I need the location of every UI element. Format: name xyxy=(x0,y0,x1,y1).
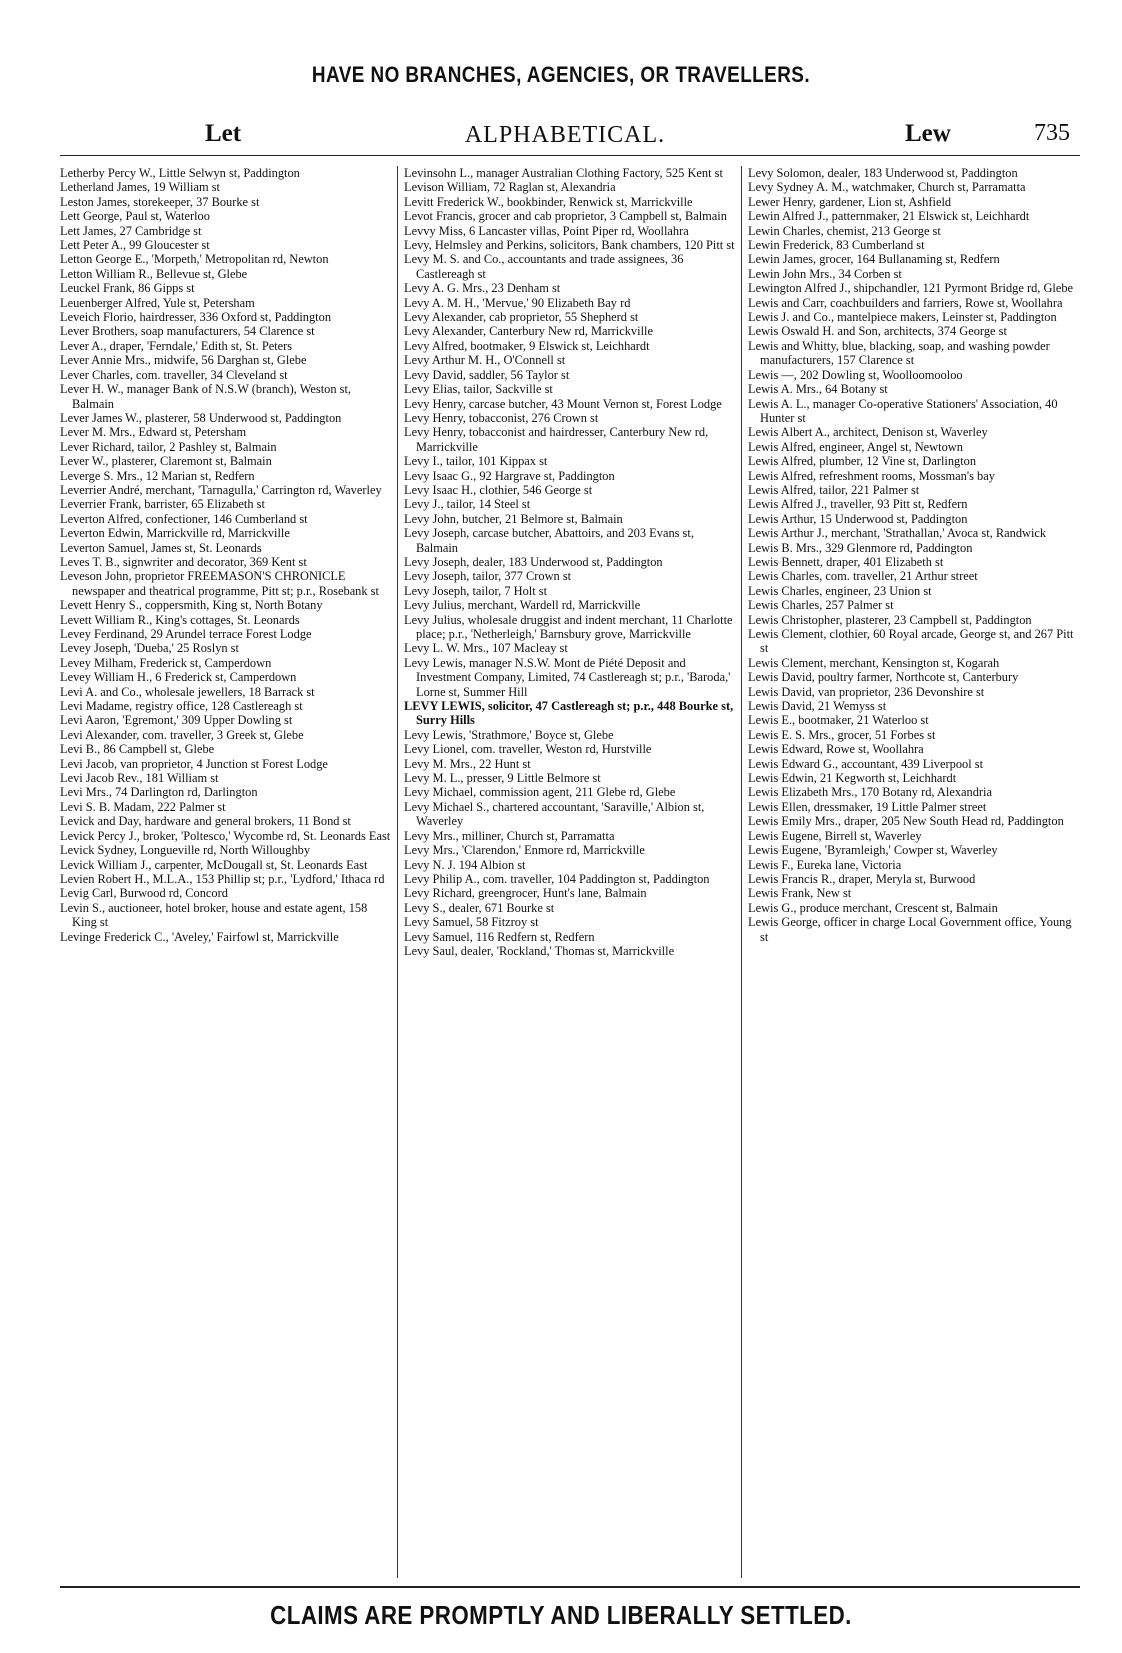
directory-entry: Lewin James, grocer, 164 Bullanaming st, Redfern xyxy=(748,252,1000,267)
directory-entry: Levy Isaac G., 92 Hargrave st, Paddington xyxy=(404,468,615,483)
directory-entry: Lewis G., produce merchant, Crescent st, Balmain xyxy=(748,900,998,915)
directory-entry: Leverton Alfred, confectioner, 146 Cumberland st xyxy=(60,511,308,526)
directory-entry: Leves T. B., signwriter and decorator, 369 Kent st xyxy=(60,554,307,569)
directory-entry: Levy Michael S., chartered accountant, 'Saraville,' Albion st, Waverley xyxy=(404,799,705,829)
directory-entry: Lewis Emily Mrs., draper, 205 New South Head rd, Paddington xyxy=(748,814,1064,829)
directory-entry: Lewis David, 21 Wemyss st xyxy=(748,699,887,714)
directory-entry: Levy A. M. H., 'Mervue,' 90 Elizabeth Bay rd xyxy=(404,295,631,310)
directory-entry: Lewis Arthur, 15 Underwood st, Paddington xyxy=(748,511,968,526)
directory-entry: Levi Jacob Rev., 181 William st xyxy=(60,771,219,786)
directory-entry: Lewis Alfred J., traveller, 93 Pitt st, Redfern xyxy=(748,497,968,512)
directory-entry: Levy, Helmsley and Perkins, solicitors, Bank chambers, 120 Pitt st xyxy=(404,238,735,253)
directory-entry: Levy A. G. Mrs., 23 Denham st xyxy=(404,281,561,296)
directory-entry: Levi Aaron, 'Egremont,' 309 Upper Dowling st xyxy=(60,713,293,728)
directory-entry: Levy Samuel, 58 Fitzroy st xyxy=(404,915,539,930)
directory-columns xyxy=(60,166,1082,1578)
directory-entry: Leuenberger Alfred, Yule st, Petersham xyxy=(60,295,255,310)
directory-entry: Lewis Alfred, engineer, Angel st, Newtown xyxy=(748,439,963,454)
directory-entry: Lever H. W., manager Bank of N.S.W (branch), Weston st, Balmain xyxy=(60,382,352,411)
directory-entry: Levi Jacob, van proprietor, 4 Junction st Forest Lodge xyxy=(60,756,328,771)
directory-entry: Levinsohn L., manager Australian Clothing Factory, 525 Kent st xyxy=(404,166,723,180)
directory-entry: Letton William R., Bellevue st, Glebe xyxy=(60,266,248,281)
directory-entry: Lett James, 27 Cambridge st xyxy=(60,223,202,238)
directory-entry: Levy Richard, greengrocer, Hunt's lane, Balmain xyxy=(404,886,647,901)
directory-entry: Lewis Elizabeth Mrs., 170 Botany rd, Alexandria xyxy=(748,785,992,800)
directory-entry: Lewis George, officer in charge Local Government office, Young st xyxy=(748,915,1072,944)
directory-entry: Lever A., draper, 'Ferndale,' Edith st, St. Peters xyxy=(60,338,293,353)
directory-entry: Levy Arthur M. H., O'Connell st xyxy=(404,353,566,368)
directory-entry: Lever W., plasterer, Claremont st, Balmain xyxy=(60,454,272,469)
directory-entry: Levig Carl, Burwood rd, Concord xyxy=(60,886,228,901)
directory-entry: Leuckel Frank, 86 Gipps st xyxy=(60,281,195,296)
directory-entry: Levy Mrs., 'Clarendon,' Enmore rd, Marrickville xyxy=(404,843,645,858)
directory-entry: Lewis A. L., manager Co-operative Stationers' Association, 40 Hunter st xyxy=(748,396,1058,425)
column-2 xyxy=(404,166,736,1578)
directory-entry: Lewer Henry, gardener, Lion st, Ashfield xyxy=(748,194,952,209)
directory-entry: Levy Julius, merchant, Wardell rd, Marrickville xyxy=(404,598,641,613)
directory-entry: Levy Elias, tailor, Sackville st xyxy=(404,382,553,397)
directory-entry: Leverton Edwin, Marrickville rd, Marrickville xyxy=(60,526,290,541)
directory-entry: Leverge S. Mrs., 12 Marian st, Redfern xyxy=(60,468,255,483)
directory-entry: Levick Sydney, Longueville rd, North Willoughby xyxy=(60,843,311,858)
directory-entry: Levy Henry, tobacconist and hairdresser, Canterbury New rd, Marrickville xyxy=(404,425,709,454)
directory-entry: Levot Francis, grocer and cab proprietor, 3 Campbell st, Balmain xyxy=(404,209,727,224)
directory-entry: Lever M. Mrs., Edward st, Petersham xyxy=(60,425,247,440)
directory-entry: Lewis Edwin, 21 Kegworth st, Leichhardt xyxy=(748,771,957,786)
directory-entry: Leveson John, proprietor FREEMASON'S CHRONICLE newspaper and theatrical programme, Pitt st; p.r., Rosebank st xyxy=(60,569,379,598)
directory-entry: Levy L. W. Mrs., 107 Macleay st xyxy=(404,641,568,656)
directory-entry: Levien Robert H., M.L.A., 153 Phillip st; p.r., 'Lydford,' Ithaca rd xyxy=(60,871,385,886)
directory-entry: Levin S., auctioneer, hotel broker, house and estate agent, 158 King st xyxy=(60,900,368,930)
directory-entry: Lewis Bennett, draper, 401 Elizabeth st xyxy=(748,554,944,569)
directory-entry: Letton George E., 'Morpeth,' Metropolitan rd, Newton xyxy=(60,252,329,267)
directory-entry: Levi Mrs., 74 Darlington rd, Darlington xyxy=(60,785,258,800)
directory-entry: Letherby Percy W., Little Selwyn st, Paddington xyxy=(60,166,300,180)
bottom-banner: CLAIMS ARE PROMPTLY AND LIBERALLY SETTLED. xyxy=(270,1600,852,1630)
directory-entry: Lewis Edward, Rowe st, Woollahra xyxy=(748,742,924,757)
directory-entry: Levey Ferdinand, 29 Arundel terrace Forest Lodge xyxy=(60,627,312,641)
directory-entry: Lever Richard, tailor, 2 Pashley st, Balmain xyxy=(60,439,277,454)
directory-entry: Lewis F., Eureka lane, Victoria xyxy=(748,857,902,872)
directory-entry: Levy Saul, dealer, 'Rockland,' Thomas st, Marrickville xyxy=(404,943,675,958)
directory-entry: Lewis Arthur J., merchant, 'Strathallan,' Avoca st, Randwick xyxy=(748,526,1047,541)
directory-entry: Levick William J., carpenter, McDougall st, St. Leonards East xyxy=(60,857,368,872)
directory-entry: Lett George, Paul st, Waterloo xyxy=(60,209,210,224)
column-3 xyxy=(748,166,1080,1578)
left-guide-word: Let xyxy=(205,120,242,147)
directory-entry: Levi Alexander, com. traveller, 3 Greek st, Glebe xyxy=(60,727,304,742)
directory-entry: Levy John, butcher, 21 Belmore st, Balmain xyxy=(404,511,623,526)
directory-entry: Lewis and Whitty, blue, blacking, soap, and washing powder manufacturers, 157 Clarence st xyxy=(748,338,1050,368)
directory-entry: Lewis Eugene, 'Byramleigh,' Cowper st, Waverley xyxy=(748,843,998,858)
directory-entry: Leverton Samuel, James st, St. Leonards xyxy=(60,540,262,555)
directory-entry: Levy Lewis, manager N.S.W. Mont de Piété Deposit and Investment Company, Limited, 74 Castlereagh st; p.r., 'Baroda,' Lorne st, Summer Hill xyxy=(404,655,731,699)
directory-entry: Levey William H., 6 Frederick st, Camperdown xyxy=(60,670,297,685)
directory-entry: Lever Annie Mrs., midwife, 56 Darghan st, Glebe xyxy=(60,353,307,368)
directory-entry: Levitt Frederick W., bookbinder, Renwick st, Marrickville xyxy=(404,194,693,209)
directory-entry: Levy M. S. and Co., accountants and trade assignees, 36 Castlereagh st xyxy=(404,252,684,281)
directory-entry: Levy Henry, carcase butcher, 43 Mount Vernon st, Forest Lodge xyxy=(404,396,722,411)
directory-entry: Lewis Frank, New st xyxy=(748,886,852,901)
directory-entry: Levy Alexander, Canterbury New rd, Marrickville xyxy=(404,324,653,339)
directory-entry: Levick and Day, hardware and general brokers, 11 Bond st xyxy=(60,814,351,829)
directory-entry: Levy S., dealer, 671 Bourke st xyxy=(404,900,555,915)
directory-entry: Levy Alfred, bootmaker, 9 Elswick st, Leichhardt xyxy=(404,338,650,353)
directory-entry: Lewis David, van proprietor, 236 Devonshire st xyxy=(748,684,985,699)
directory-entry: Levett William R., King's cottages, St. Leonards xyxy=(60,612,300,627)
page-number: 735 xyxy=(1034,120,1070,146)
directory-entry: Levy Joseph, carcase butcher, Abattoirs, and 203 Evans st, Balmain xyxy=(404,526,694,555)
directory-entry: Lever James W., plasterer, 58 Underwood st, Paddington xyxy=(60,410,342,425)
directory-entry: Lewis Christopher, plasterer, 23 Campbell st, Paddington xyxy=(748,612,1032,627)
directory-entry: Lewin John Mrs., 34 Corben st xyxy=(748,266,902,281)
directory-entry: Levey Milham, Frederick st, Camperdown xyxy=(60,655,272,670)
directory-entry: Levy N. J. 194 Albion st xyxy=(404,857,526,872)
directory-entry: Levi A. and Co., wholesale jewellers, 18 Barrack st xyxy=(60,684,315,699)
directory-entry: Levy Henry, tobacconist, 276 Crown st xyxy=(404,410,599,425)
directory-entry: Levett Henry S., coppersmith, King st, North Botany xyxy=(60,598,323,613)
directory-entry: Lewis J. and Co., mantelpiece makers, Leinster st, Paddington xyxy=(748,310,1057,325)
directory-entry: Levy Alexander, cab proprietor, 55 Shepherd st xyxy=(404,310,639,325)
directory-entry: Levy Lionel, com. traveller, Weston rd, Hurstville xyxy=(404,742,652,757)
directory-entry: Lewis Clement, clothier, 60 Royal arcade, George st, and 267 Pitt st xyxy=(748,627,1074,656)
directory-entry: Levy M. Mrs., 22 Hunt st xyxy=(404,756,531,771)
directory-entry: Lett Peter A., 99 Gloucester st xyxy=(60,238,210,253)
footer-rule xyxy=(60,1586,1080,1588)
directory-entry: Levy Joseph, tailor, 377 Crown st xyxy=(404,569,572,584)
directory-entry: Lewis E., bootmaker, 21 Waterloo st xyxy=(748,713,929,728)
directory-entry: Levick Percy J., broker, 'Poltesco,' Wycombe rd, St. Leonards East xyxy=(60,828,391,843)
directory-entry: Lewis Charles, 257 Palmer st xyxy=(748,598,894,613)
directory-entry: Lewis Alfred, tailor, 221 Palmer st xyxy=(748,482,920,497)
directory-entry: Lewis and Carr, coachbuilders and farriers, Rowe st, Woollahra xyxy=(748,295,1063,310)
directory-entry: Lewis Charles, com. traveller, 21 Arthur street xyxy=(748,569,978,584)
directory-entry: Levy Julius, wholesale druggist and indent merchant, 11 Charlotte place; p.r., 'Netherleigh,' Barnsbury grove, Marrickville xyxy=(404,612,733,641)
directory-entry: Levy Lewis, 'Strathmore,' Boyce st, Glebe xyxy=(404,727,614,742)
directory-entry: Levvy Miss, 6 Lancaster villas, Point Piper rd, Woollahra xyxy=(404,223,689,238)
section-title: ALPHABETICAL. xyxy=(464,122,666,148)
directory-entry: Levy Isaac H., clothier, 546 George st xyxy=(404,482,593,497)
directory-entry: Lewis E. S. Mrs., grocer, 51 Forbes st xyxy=(748,727,936,742)
directory-entry: Lewis Eugene, Birrell st, Waverley xyxy=(748,828,922,843)
directory-entry: Leverrier André, merchant, 'Tarnagulla,' Carrington rd, Waverley xyxy=(60,482,382,497)
right-guide-word: Lew xyxy=(905,120,951,147)
directory-entry: Lewis Francis R., draper, Meryla st, Burwood xyxy=(748,871,976,886)
directory-entry: Lewis Ellen, dressmaker, 19 Little Palmer street xyxy=(748,799,987,814)
directory-entry: Levi Madame, registry office, 128 Castlereagh st xyxy=(60,699,303,714)
directory-entry: Lewis Charles, engineer, 23 Union st xyxy=(748,583,932,598)
directory-entry: Lewis Alfred, refreshment rooms, Mossman's bay xyxy=(748,468,995,483)
directory-entry: Lewis Oswald H. and Son, architects, 374 George st xyxy=(748,324,1007,339)
directory-entry: Lewis Alfred, plumber, 12 Vine st, Darlington xyxy=(748,454,977,469)
directory-entry: Levey Joseph, 'Dueba,' 25 Roslyn st xyxy=(60,641,239,656)
directory-entry: Levison William, 72 Raglan st, Alexandria xyxy=(404,180,616,195)
directory-entry: Lewis David, poultry farmer, Northcote st, Canterbury xyxy=(748,670,1019,685)
directory-entry: Leston James, storekeeper, 37 Bourke st xyxy=(60,194,260,209)
directory-entry: Levy J., tailor, 14 Steel st xyxy=(404,497,531,512)
directory-entry: Lewington Alfred J., shipchandler, 121 Pyrmont Bridge rd, Glebe xyxy=(748,281,1074,296)
directory-entry: Levi S. B. Madam, 222 Palmer st xyxy=(60,799,226,814)
column-divider xyxy=(741,166,742,1578)
directory-entry: Lewin Frederick, 83 Cumberland st xyxy=(748,238,925,253)
directory-entry: Lewin Alfred J., patternmaker, 21 Elswick st, Leichhardt xyxy=(748,209,1030,224)
directory-entry: LEVY LEWIS, solicitor, 47 Castlereagh st; p.r., 448 Bourke st, Surry Hills xyxy=(404,699,734,728)
directory-entry: Lewis A. Mrs., 64 Botany st xyxy=(748,382,888,397)
header-rule xyxy=(60,155,1080,156)
directory-entry: Lewis B. Mrs., 329 Glenmore rd, Paddington xyxy=(748,540,973,555)
directory-entry: Lever Charles, com. traveller, 34 Cleveland st xyxy=(60,367,288,382)
directory-entry: Leverrier Frank, barrister, 65 Elizabeth st xyxy=(60,497,265,512)
directory-entry: Levi B., 86 Campbell st, Glebe xyxy=(60,742,215,757)
directory-entry: Levinge Frederick C., 'Aveley,' Fairfowl st, Marrickville xyxy=(60,929,339,944)
directory-entry: Levy Joseph, tailor, 7 Holt st xyxy=(404,583,548,598)
column-divider xyxy=(397,166,398,1578)
directory-entry: Levy I., tailor, 101 Kippax st xyxy=(404,454,548,469)
directory-entry: Lewis Albert A., architect, Denison st, Waverley xyxy=(748,425,988,440)
directory-entry: Lever Brothers, soap manufacturers, 54 Clarence st xyxy=(60,324,315,339)
directory-entry: Levy Mrs., milliner, Church st, Parramatta xyxy=(404,828,615,843)
directory-entry: Levy David, saddler, 56 Taylor st xyxy=(404,367,570,382)
directory-entry: Leveich Florio, hairdresser, 336 Oxford st, Paddington xyxy=(60,310,332,325)
directory-entry: Levy Sydney A. M., watchmaker, Church st, Parramatta xyxy=(748,180,1026,195)
column-1 xyxy=(60,166,392,1578)
directory-entry: Lewis —, 202 Dowling st, Woolloomooloo xyxy=(748,367,963,382)
directory-entry: Levy Michael, commission agent, 211 Glebe rd, Glebe xyxy=(404,785,676,800)
directory-entry: Levy Solomon, dealer, 183 Underwood st, Paddington xyxy=(748,166,1018,180)
directory-entry: Levy Philip A., com. traveller, 104 Paddington st, Paddington xyxy=(404,871,710,886)
directory-entry: Letherland James, 19 William st xyxy=(60,180,220,195)
directory-entry: Levy Joseph, dealer, 183 Underwood st, Paddington xyxy=(404,554,663,569)
directory-entry: Lewis Edward G., accountant, 439 Liverpool st xyxy=(748,756,984,771)
top-banner: HAVE NO BRANCHES, AGENCIES, OR TRAVELLERS. xyxy=(311,62,811,87)
directory-entry: Levy M. L., presser, 9 Little Belmore st xyxy=(404,771,601,786)
directory-entry: Lewis Clement, merchant, Kensington st, Kogarah xyxy=(748,655,1000,670)
running-header xyxy=(60,112,1070,152)
directory-entry: Levy Samuel, 116 Redfern st, Redfern xyxy=(404,929,595,944)
directory-entry: Lewin Charles, chemist, 213 George st xyxy=(748,223,941,238)
